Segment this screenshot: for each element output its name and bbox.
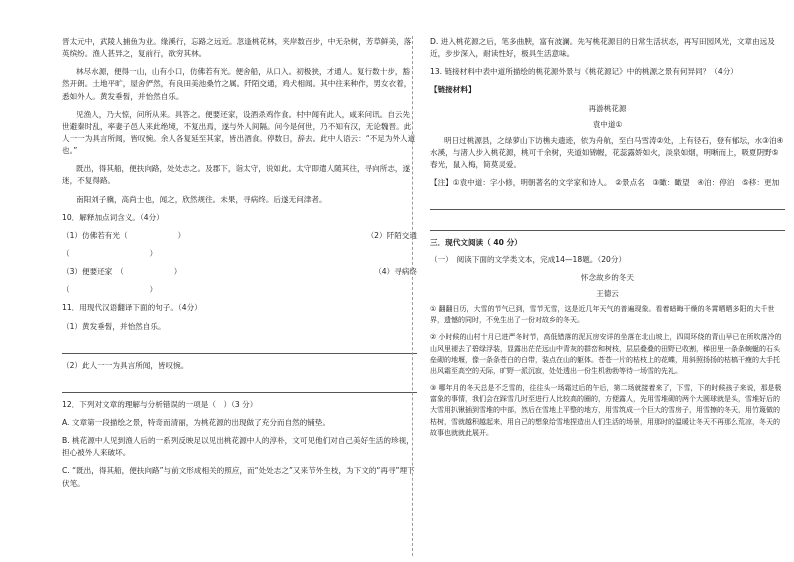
passage-para-3: 见渔人，乃大惊，问所从来。具答之。便要还家，设酒杀鸡作食。村中闻有此人，咸来问讯。自云先世避秦时乱，率妻子邑人来此绝境，不复出焉，遂与外人间隔。问今是何世，乃不知有汉，无论魏晋。此人一一为具言所闻，皆叹惋。余人各复延至其家，皆出酒食。停数日，辞去。此中人语云：“不足为外人道也。”	[62, 109, 416, 156]
poem-body: 明日过桃源县，之绿萝山下访樵夫遗迹，依为舟航，至白马雪涛②处，上有径石，登有郁坛，水③泊④水溪，与渚人步入桃花源，桃可千余树，夹道如锦幄，花蕊露娇如火，淡泉如烟，明晰而上，吸夏阴野⑤春光，鼠入梅，简莫灵爱。	[430, 135, 784, 170]
essay-para-3: ③ 哪年月的冬天总是不乏雪的，往往头一场霜过后的午后，第二场就接着来了，下雪，下的时候孩子来说，那是极富象的事情，我们会在踩雪几时至进行人比较高的圈的，方便露人，先用雪堆砌的两个大圆球就是头，雪堆好后的大雪用扒锹插到雪堆的中部，然后在雪地上平整的地方，用雪筑成一个巨大的雪房子，用雪擦的冬天，用竹篾做的枯树，雪就越积越起来，用自己的想象给雪地捏造出人们生活的场景，用那时的温暖让冬天不再那么荒凉，冬天的故事也就就此展开。	[430, 384, 782, 437]
q10-row-2	[62, 248, 417, 260]
right-column	[430, 36, 785, 445]
q10-item-3: （3）便要还家 （	[62, 267, 124, 277]
poem-author: 袁中道①	[592, 119, 623, 129]
q10-item-2: （2）阡陌交通	[366, 230, 417, 240]
question-11: 11．用现代汉语翻译下面的句子。（4分）	[62, 303, 202, 313]
q10-close: ）	[149, 285, 158, 295]
q12-option-a: A. 文章第一段描绘之景，特奇而清丽，为桃花源的出现做了充分而自然的铺垫。	[62, 417, 331, 427]
question-13: 13. 链接材料中表中道所描绘的桃花源外景与《桃花源记》中的桃源之景有何异同？（4分）	[430, 67, 738, 77]
q10-close: ）	[173, 267, 182, 277]
q10-row-1	[62, 230, 417, 242]
essay-title: 怀念故乡的冬天	[580, 272, 635, 282]
answer-line[interactable]	[62, 339, 417, 354]
annotation-note: 【注】①袁中道：字小修，明朝著名的文学家和诗人。 ②景点名 ③瞰：瞰望 ④泊：停泊 ⑤移：更加	[430, 178, 780, 188]
q10-row-3	[62, 266, 417, 278]
q10-open: （	[62, 285, 70, 295]
answer-line[interactable]	[62, 378, 417, 393]
q11-item-1: （1）黄发垂髫，并怡然自乐。	[62, 321, 166, 331]
q10-item-4: （4）寻病终	[374, 267, 417, 277]
q12-option-b: B. 桃花源中人见到渔人后的一系列反映足以见出桃花源中人的淳朴，文可见他们对自己美好生活的珍视，担心被外人来破坏。	[62, 436, 414, 458]
q10-row-4	[62, 284, 417, 296]
q11-item-2: （2）此人一一为具言所闻，皆叹惋。	[62, 360, 189, 370]
q10-close: ）	[177, 230, 186, 240]
q10-open: （	[62, 248, 70, 258]
question-10: 10．解释加点词含义。（4分）	[62, 212, 164, 222]
left-column	[62, 36, 417, 496]
essay-para-2: ② 小时候的山村十月已进严冬时节，高低错落的泥瓦房安详的坐落在北山坡上，四周环绕的青山早已在所吹落冷的山风里褪去了碧绿浮装，显露出茫茫远山中青灰的群峦和树枝，层层叠叠的田野已收割，梯田里一条条蜿蜒的石头垒砌的地堰，像一条条苍白的白带，装点在山的躯体。苍苍一片的枯枝上的花蝶，用斜照扬扬的枯槁干瘦的大手托出风霜至高空的天际，旷野一派沉寂，处处透出一份生机勃勃等待一场雪的先礼。	[430, 333, 782, 375]
passage-para-5: 南阳刘子骥，高尚士也，闻之，欣然规往。未果，寻病终。后遂无问津者。	[76, 194, 327, 204]
q10-close: ）	[149, 248, 158, 258]
section-heading: 三．现代文阅读（ 40 分）	[430, 238, 522, 248]
answer-line[interactable]	[430, 195, 785, 210]
essay-author: 王德云	[596, 288, 619, 298]
q12-option-d: D. 进入桃花源之后，笔多曲腴，富有波澜。先写桃花源目的日常生活状态，再写田园风光，文章由远及近，步步深入，耐读性好，极具生活意味。	[430, 37, 775, 59]
link-material-tag: 【链接材料】	[430, 85, 476, 95]
question-12: 12．下列对文章的理解与分析错误的一项是（ ）（3 分）	[62, 399, 258, 409]
q12-option-c: C. “既出，得其船，便扶向路”与前文形成相关的照应，而“处处志之”又来节外生枝，为下文的“再寻”埋下伏笔。	[62, 466, 415, 488]
poem-title: 再游桃花源	[588, 103, 627, 113]
subsection-instruction: （一） 阅读下面的文学类文本，完成14—18题。（20分）	[430, 254, 627, 264]
column-divider	[412, 36, 413, 556]
passage-para-2: 林尽水源，便得一山，山有小口，仿佛若有光。便舍船，从口入。初极狭，才通人。复行数十步，豁然开朗。土地平旷，屋舍俨然，有良田美池桑竹之属。阡陌交通，鸡犬相闻。其中往来种作，男女衣着，悉如外人。黄发垂髫，并怡然自乐。	[62, 67, 412, 101]
essay-para-1: ① 翻翻日历，大雪的节气已到，雪节无雪，这是近几年天气的普遍现象。看着暗晦干燥的冬霄晒晒多阳的大千世界，遗憾的同时，不免生出了一份对故乡的冬天。	[430, 304, 775, 325]
passage-para-1: 晋太元中，武陵人捕鱼为业。缘溪行，忘路之远近。忽逢桃花林，夹岸数百步，中无杂树，芳草鲜美，落英缤纷。渔人甚异之，复前行，欲穷其林。	[62, 37, 412, 59]
answer-line[interactable]	[430, 216, 785, 231]
q10-item-1: （1）仿佛若有光（	[62, 230, 128, 240]
passage-para-4: 既出，得其船，便扶向路，处处志之。及郡下，诣太守，说如此。太守即遣人随其往，寻向所志，遂迷，不复得路。	[62, 164, 411, 186]
